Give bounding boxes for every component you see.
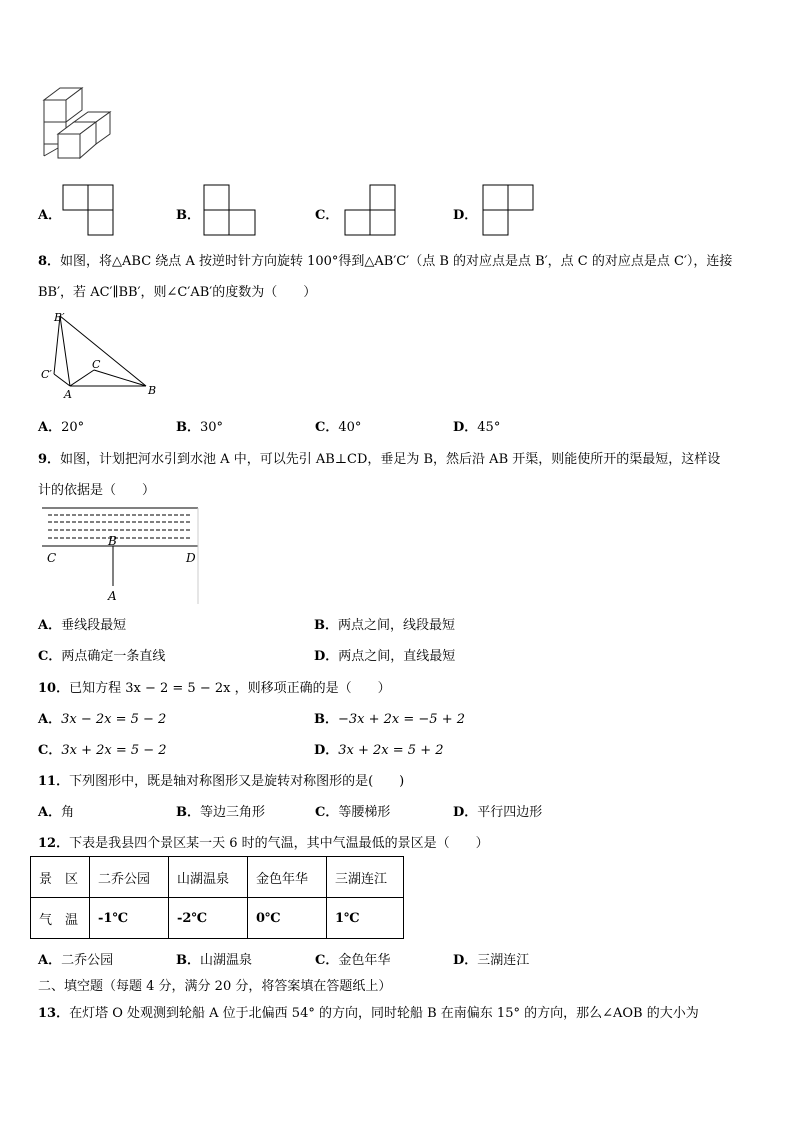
q10-option-b[interactable]: B．−3x + 2x = −5 + 2 (314, 712, 466, 727)
q9-option-b[interactable]: B．两点之间，线段最短 (314, 618, 456, 633)
table-cell: 山湖温泉 (169, 857, 248, 898)
table-cell: -1℃ (90, 898, 169, 939)
q12-option-b[interactable]: B．山湖温泉 (176, 953, 253, 968)
q8-label-b-prime: B′ (54, 311, 65, 324)
q8-label-a: A (64, 388, 72, 401)
temperature-table (30, 856, 404, 939)
q10-option-c[interactable]: C．3x + 2x = 5 − 2 (38, 743, 167, 758)
q12-option-c[interactable]: C．金色年华 (315, 953, 391, 968)
table-cell: -2℃ (169, 898, 248, 939)
table-cell: 三湖连江 (327, 857, 404, 898)
q12-option-d[interactable]: D．三湖连江 (453, 953, 530, 968)
q12-stem (38, 832, 489, 851)
q9-label-b: B (108, 534, 117, 548)
q7-option-b-label[interactable]: B． (176, 208, 200, 223)
q9-stem-line2: 计的依据是（ ） (38, 483, 156, 498)
q9-line1-text: 如图，计划把河水引到水池 A 中，可以先引 AB⊥CD，垂足为 B，然后沿 AB 开渠，则能使所开的渠最短，这样设 (60, 452, 721, 467)
q9-option-d[interactable]: D．两点之间，直线最短 (314, 649, 456, 664)
q12-number: 12． (38, 836, 70, 851)
table-cell: 金色年华 (248, 857, 327, 898)
q10-option-d[interactable]: D．3x + 2x = 5 + 2 (314, 743, 444, 758)
q10-option-a[interactable]: A．3x − 2x = 5 − 2 (38, 712, 167, 727)
q7-option-a-shape[interactable] (62, 184, 114, 236)
q7-option-c-shape[interactable] (344, 184, 398, 238)
q7-option-d-label[interactable]: D． (453, 208, 478, 223)
q9-option-c[interactable]: C．两点确定一条直线 (38, 649, 166, 664)
table-header-row (31, 857, 404, 898)
q9-option-a[interactable]: A．垂线段最短 (38, 618, 127, 633)
table-cell: 气 温 (31, 898, 90, 939)
table-cell: 1℃ (327, 898, 404, 939)
q8-stem-line2: BB′，若 AC′∥BB′，则∠C′AB′的度数为（ ） (38, 285, 317, 300)
q13-stem-text: 在灯塔 O 处观测到轮船 A 位于北偏西 54° 的方向，同时轮船 B 在南偏东 15° 的方向，那么∠AOB 的大小为 (69, 1006, 699, 1021)
q13-stem (38, 1002, 699, 1021)
q9-number: 9． (38, 452, 61, 467)
q8-label-c: C (92, 358, 101, 371)
q8-label-b: B (148, 384, 157, 397)
table-cell: 景 区 (31, 857, 90, 898)
q11-stem-text: 下列图形中，既是轴对称图形又是旋转对称图形的是( ) (69, 774, 405, 789)
q8-option-a[interactable]: A．20° (38, 420, 85, 435)
table-cell: 二乔公园 (90, 857, 169, 898)
q11-number: 11． (38, 774, 70, 789)
q13-number: 13． (38, 1006, 70, 1021)
q10-number: 10． (38, 681, 70, 696)
table-row (31, 898, 404, 939)
q10-stem (38, 677, 391, 696)
q9-label-a: A (108, 589, 117, 603)
q9-label-c: C (47, 551, 57, 565)
q9-label-d: D (186, 551, 196, 565)
q11-option-a[interactable]: A．角 (38, 805, 75, 820)
q7-option-d-shape[interactable] (482, 184, 536, 238)
cube-stack-figure (38, 86, 118, 170)
q8-option-c[interactable]: C．40° (315, 420, 362, 435)
q11-option-b[interactable]: B．等边三角形 (176, 805, 266, 820)
q8-option-b[interactable]: B．30° (176, 420, 224, 435)
q11-stem (38, 770, 404, 789)
q12-stem-text: 下表是我县四个景区某一天 6 时的气温，其中气温最低的景区是（ ） (69, 836, 489, 851)
q9-river-figure (38, 500, 202, 606)
q8-label-c-prime: C′ (41, 368, 52, 381)
q11-option-c[interactable]: C．等腰梯形 (315, 805, 391, 820)
q8-line1-text: 如图，将△ABC 绕点 A 按逆时针方向旋转 100°得到△AB′C′（点 B 的对应点是点 B′，点 C 的对应点是点 C′），连接 (60, 254, 733, 269)
table-cell: 0℃ (248, 898, 327, 939)
q7-option-c-label[interactable]: C． (315, 208, 339, 223)
q10-stem-text: 已知方程 3x − 2 = 5 − 2x ，则移项正确的是（ ） (69, 681, 391, 696)
section-heading-fill-in: 二、填空题（每题 4 分，满分 20 分，将答案填在答题纸上） (38, 979, 392, 994)
q8-number: 8． (38, 254, 61, 269)
q7-option-a-label[interactable]: A． (38, 208, 62, 223)
q7-option-b-shape[interactable] (203, 184, 257, 238)
q8-rotation-figure (38, 308, 168, 400)
q11-option-d[interactable]: D．平行四边形 (453, 805, 543, 820)
q12-option-a[interactable]: A．二乔公园 (38, 953, 114, 968)
q8-stem-line1 (38, 250, 732, 269)
q8-option-d[interactable]: D．45° (453, 420, 501, 435)
q9-stem-line1 (38, 448, 720, 467)
